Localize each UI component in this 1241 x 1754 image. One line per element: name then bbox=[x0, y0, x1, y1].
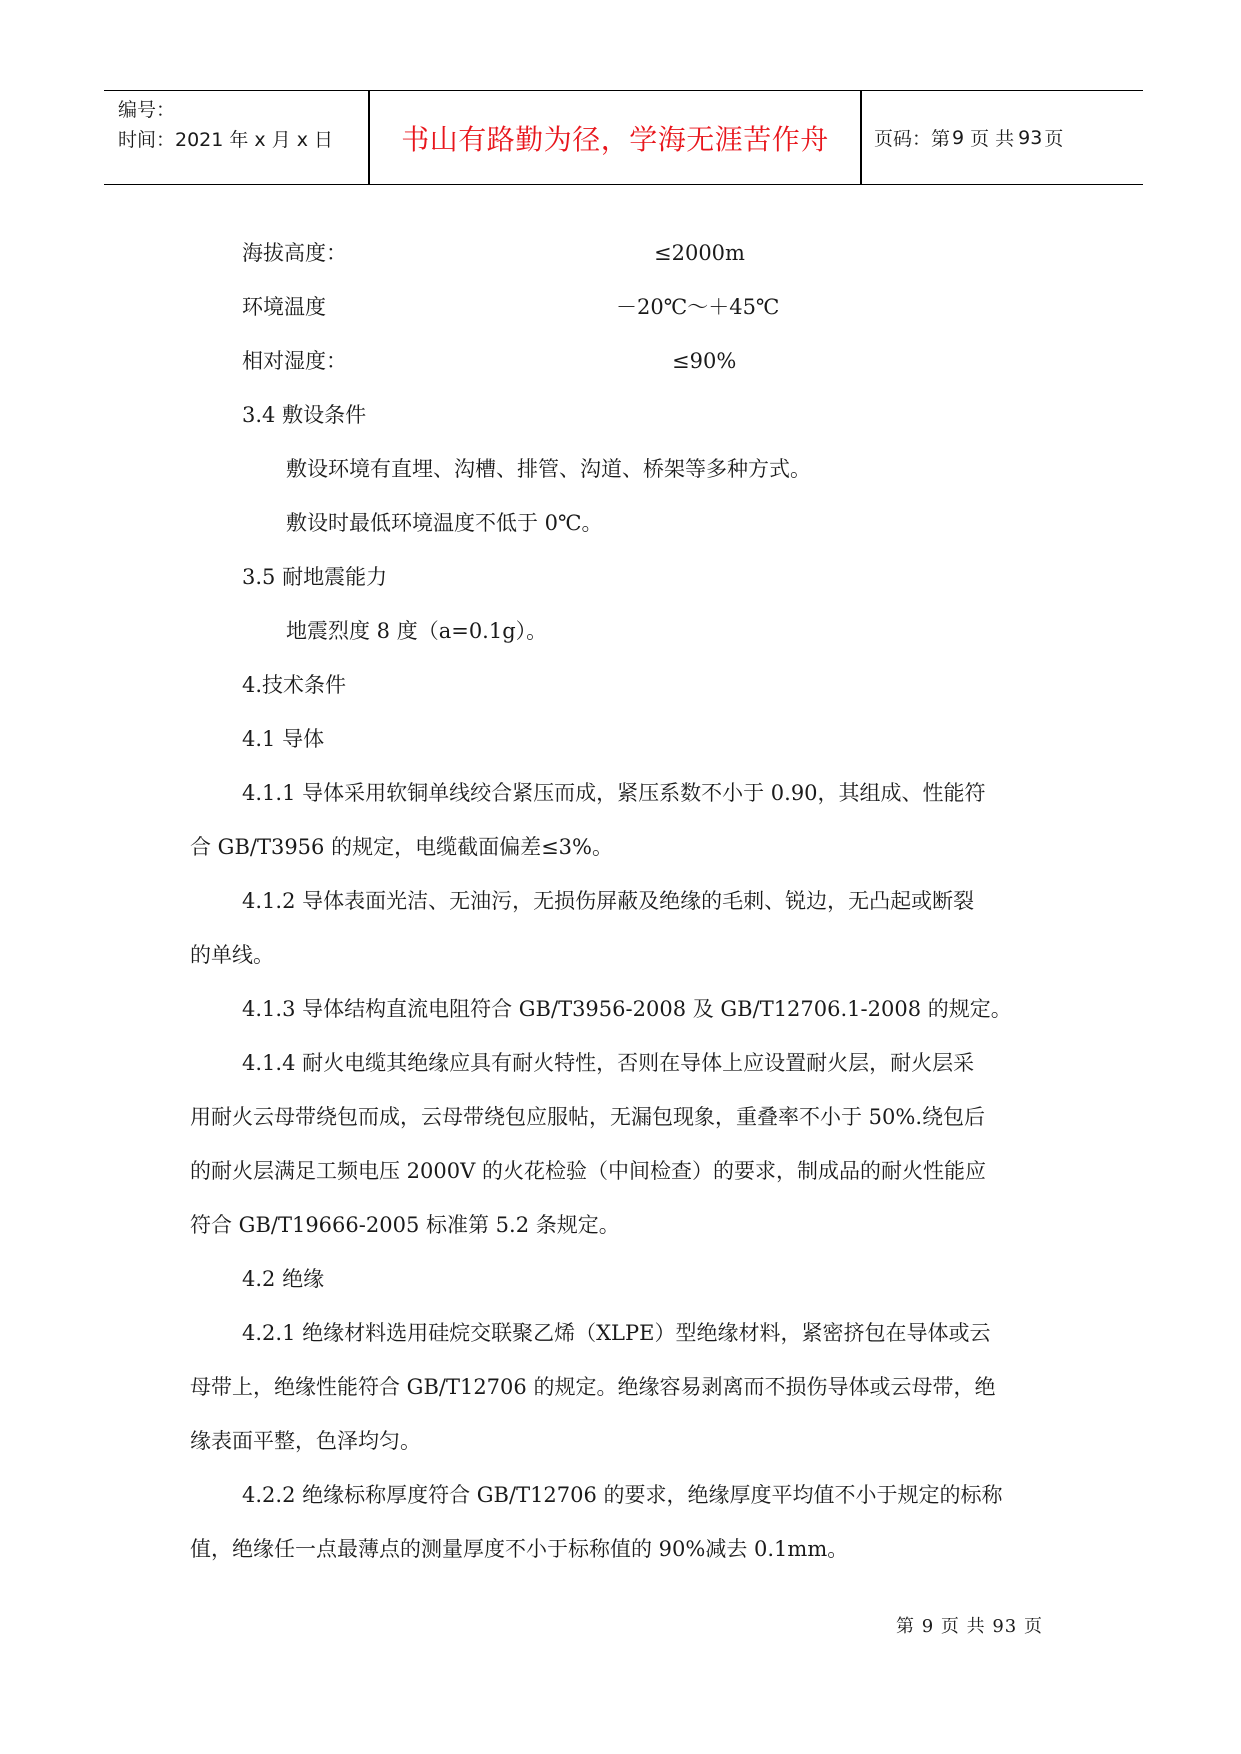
header-motto: 书山有路勤为径，学海无涯苦作舟 bbox=[401, 122, 829, 156]
section-heading: 4.1 导体 bbox=[242, 727, 325, 751]
paragraph: 的单线。 bbox=[190, 943, 274, 967]
env-row-altitude bbox=[190, 226, 1070, 280]
paragraph: 敷设环境有直埋、沟槽、排管、沟道、桥架等多种方式。 bbox=[286, 457, 811, 481]
page-number: 9 bbox=[952, 126, 965, 149]
env-label: 海拔高度： bbox=[242, 241, 347, 265]
paragraph: 4.1.3 导体结构直流电阻符合 GB/T3956-2008 及 GB/T12706.1-2008 的规定。 bbox=[242, 997, 1012, 1021]
page-prefix: 页码：第 bbox=[874, 128, 951, 150]
section-heading: 3.4 敷设条件 bbox=[242, 403, 367, 427]
paragraph: 符合 GB/T19666-2005 标准第 5.2 条规定。 bbox=[190, 1213, 620, 1237]
paragraph: 地震烈度 8 度（a=0.1g）。 bbox=[286, 619, 548, 643]
page-mid: 页 共 bbox=[970, 128, 1015, 150]
env-label: 相对湿度： bbox=[242, 349, 347, 373]
paragraph: 4.2.2 绝缘标称厚度符合 GB/T12706 的要求，绝缘厚度平均值不小于规定的标称 bbox=[242, 1483, 1003, 1507]
page-header bbox=[104, 90, 1143, 185]
header-page-info bbox=[874, 91, 1065, 184]
env-value: ≤90% bbox=[672, 349, 737, 373]
paragraph: 合 GB/T3956 的规定，电缆截面偏差≤3%。 bbox=[190, 835, 613, 859]
paragraph: 值，绝缘任一点最薄点的测量厚度不小于标称值的 90%减去 0.1mm。 bbox=[190, 1537, 849, 1561]
paragraph: 缘表面平整，色泽均匀。 bbox=[190, 1429, 421, 1453]
header-meta bbox=[118, 95, 368, 155]
env-row-humidity bbox=[190, 334, 1070, 388]
page-footer: 第 9 页 共 93 页 bbox=[896, 1616, 1043, 1637]
section-heading: 4.2 绝缘 bbox=[242, 1267, 325, 1291]
env-row-temperature bbox=[190, 280, 1070, 334]
paragraph: 4.1.4 耐火电缆其绝缘应具有耐火特性，否则在导体上应设置耐火层，耐火层采 bbox=[242, 1051, 975, 1075]
time-label: 时间：2021 年 x 月 x 日 bbox=[118, 129, 334, 151]
page-suffix: 页 bbox=[1044, 128, 1064, 150]
document-body bbox=[190, 226, 1070, 1576]
section-heading: 3.5 耐地震能力 bbox=[242, 565, 388, 589]
number-label: 编号： bbox=[118, 99, 176, 121]
header-divider bbox=[860, 91, 862, 184]
paragraph: 的耐火层满足工频电压 2000V 的火花检验（中间检查）的要求，制成品的耐火性能应 bbox=[190, 1159, 986, 1183]
paragraph: 4.2.1 绝缘材料选用硅烷交联聚乙烯（XLPE）型绝缘材料，紧密挤包在导体或云 bbox=[242, 1321, 991, 1345]
paragraph: 4.1.2 导体表面光洁、无油污，无损伤屏蔽及绝缘的毛刺、锐边，无凸起或断裂 bbox=[242, 889, 975, 913]
env-value: －20℃～＋45℃ bbox=[616, 295, 780, 319]
paragraph: 母带上，绝缘性能符合 GB/T12706 的规定。绝缘容易剥离而不损伤导体或云母带，绝 bbox=[190, 1375, 996, 1399]
paragraph: 4.1.1 导体采用软铜单线绞合紧压而成，紧压系数不小于 0.90，其组成、性能符 bbox=[242, 781, 986, 805]
page-total: 93 bbox=[1018, 126, 1043, 149]
section-heading: 4.技术条件 bbox=[242, 673, 347, 697]
env-label: 环境温度 bbox=[242, 295, 326, 319]
paragraph: 敷设时最低环境温度不低于 0℃。 bbox=[286, 511, 603, 535]
env-value: ≤2000m bbox=[654, 241, 745, 265]
paragraph: 用耐火云母带绕包而成，云母带绕包应服帖，无漏包现象，重叠率不小于 50%.绕包后 bbox=[190, 1105, 986, 1129]
